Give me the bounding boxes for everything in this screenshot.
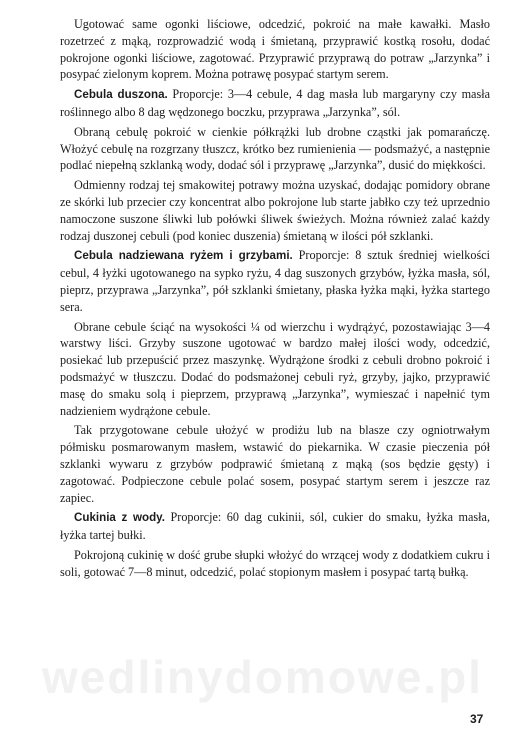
paragraph — [60, 547, 490, 581]
paragraph-text: Obrane cebule ściąć na wysokości ¼ od wierzchu i wydrążyć, pozostawiając 3—4 warstwy liści. Grzyby suszone ugotować w bardzo małej ilości wody, odcedzić, posiekać lub przepuścić przez maszynkę. Wydrążone środki z cebuli drobno pokroić i podsmażyć w tłuszczu. Dodać do podsmażonej cebuli ryż, grzyby, jajko, przyprawić masę do smaku solą i pieprzem, przyprawą „Jarzynka”, wymieszać i napełnić tym nadzieniem wydrążone cebule. — [60, 319, 490, 418]
watermark: wedlinydomowe.pl — [42, 651, 483, 703]
recipe-heading: Cukinia z wody. — [74, 511, 165, 525]
paragraph-text: Ugotować same ogonki liściowe, odcedzić, pokroić na małe kawałki. Masło rozetrzeć z mąką, rozprowadzić wodą i śmietaną, przyprawić kostką rosołu, dodać pokrojone ogonki liściowe, zagotować. Przyprawić przyprawą do potraw „Jarzynka” i posypać zielonym koprem. Można potrawę posypać startym serem. — [60, 17, 490, 82]
paragraph-text: Proporcje: 8 sztuk średniej wielkości cebul, 4 łyżki ugotowanego na sypko ryżu, 4 dag suszonych grzybów, łyżka masła, sól, pieprz, przyprawa „Jarzynka”, pół szklanki śmietany, płaska łyżka mąki, łyżka startego sera. — [60, 248, 490, 314]
paragraph — [60, 509, 490, 544]
paragraph — [60, 86, 490, 121]
page-text — [60, 16, 490, 584]
paragraph-text: Pokrojoną cukinię w dość grube słupki włożyć do wrzącej wody z dodatkiem cukru i soli, gotować 7—8 minut, odcedzić, polać stopionym masłem i posypać tartą bułką. — [60, 547, 490, 579]
recipe-heading: Cebula duszona. — [74, 88, 168, 102]
paragraph — [60, 247, 490, 315]
paragraph-text: Odmienny rodzaj tej smakowitej potrawy można uzyskać, dodając pomidory obrane ze skórki lub przecier czy koncentrat albo pokrojone lub starte jabłko czy też uprzednio namoczone suszone śliwki lub połówki śliwek świeżych. Można również zalać każdy rodzaj duszonej cebuli (pod koniec duszenia) śmietaną w ilości pół szklanki. — [60, 178, 490, 243]
recipe-heading: Cebula nadziewana ryżem i grzybami. — [74, 249, 293, 263]
paragraph-text: Obraną cebulę pokroić w cienkie półkrążki lub drobne cząstki jak pomarańczę. Włożyć cebulę na rozgrzany tłuszcz, krótko bez rumienienia — podsmażyć, a następnie podlać niepełną szklanką wody, dodać sól i przyprawę „Jarzynka”, dusić do miękkości. — [60, 124, 490, 173]
paragraph — [60, 422, 490, 506]
paragraph-text: Proporcje: 60 dag cukinii, sól, cukier do smaku, łyżka masła, łyżka tartej bułki. — [60, 510, 490, 543]
paragraph-text: Proporcje: 3—4 cebule, 4 dag masła lub margaryny czy masła roślinnego albo 8 dag wędzonego boczku, przyprawa „Jarzynka”, sól. — [60, 87, 491, 119]
paragraph-text: Tak przygotowane cebule ułożyć w prodiżu lub na blasze czy ogniotrwałym półmisku posmarowanym masłem, wstawić do piekarnika. W czasie pieczenia pół szklanki wywaru z grzybów podprawić śmietaną z mąką (sos będzie gęsty) i zagotować. Podpieczone cebule polać sosem, posypać startym serem i jeszcze raz zapiec. — [60, 423, 490, 505]
paragraph — [60, 16, 490, 83]
paragraph — [60, 177, 490, 244]
paragraph — [60, 124, 490, 174]
paragraph — [60, 319, 490, 420]
page-number: 37 — [470, 712, 484, 726]
